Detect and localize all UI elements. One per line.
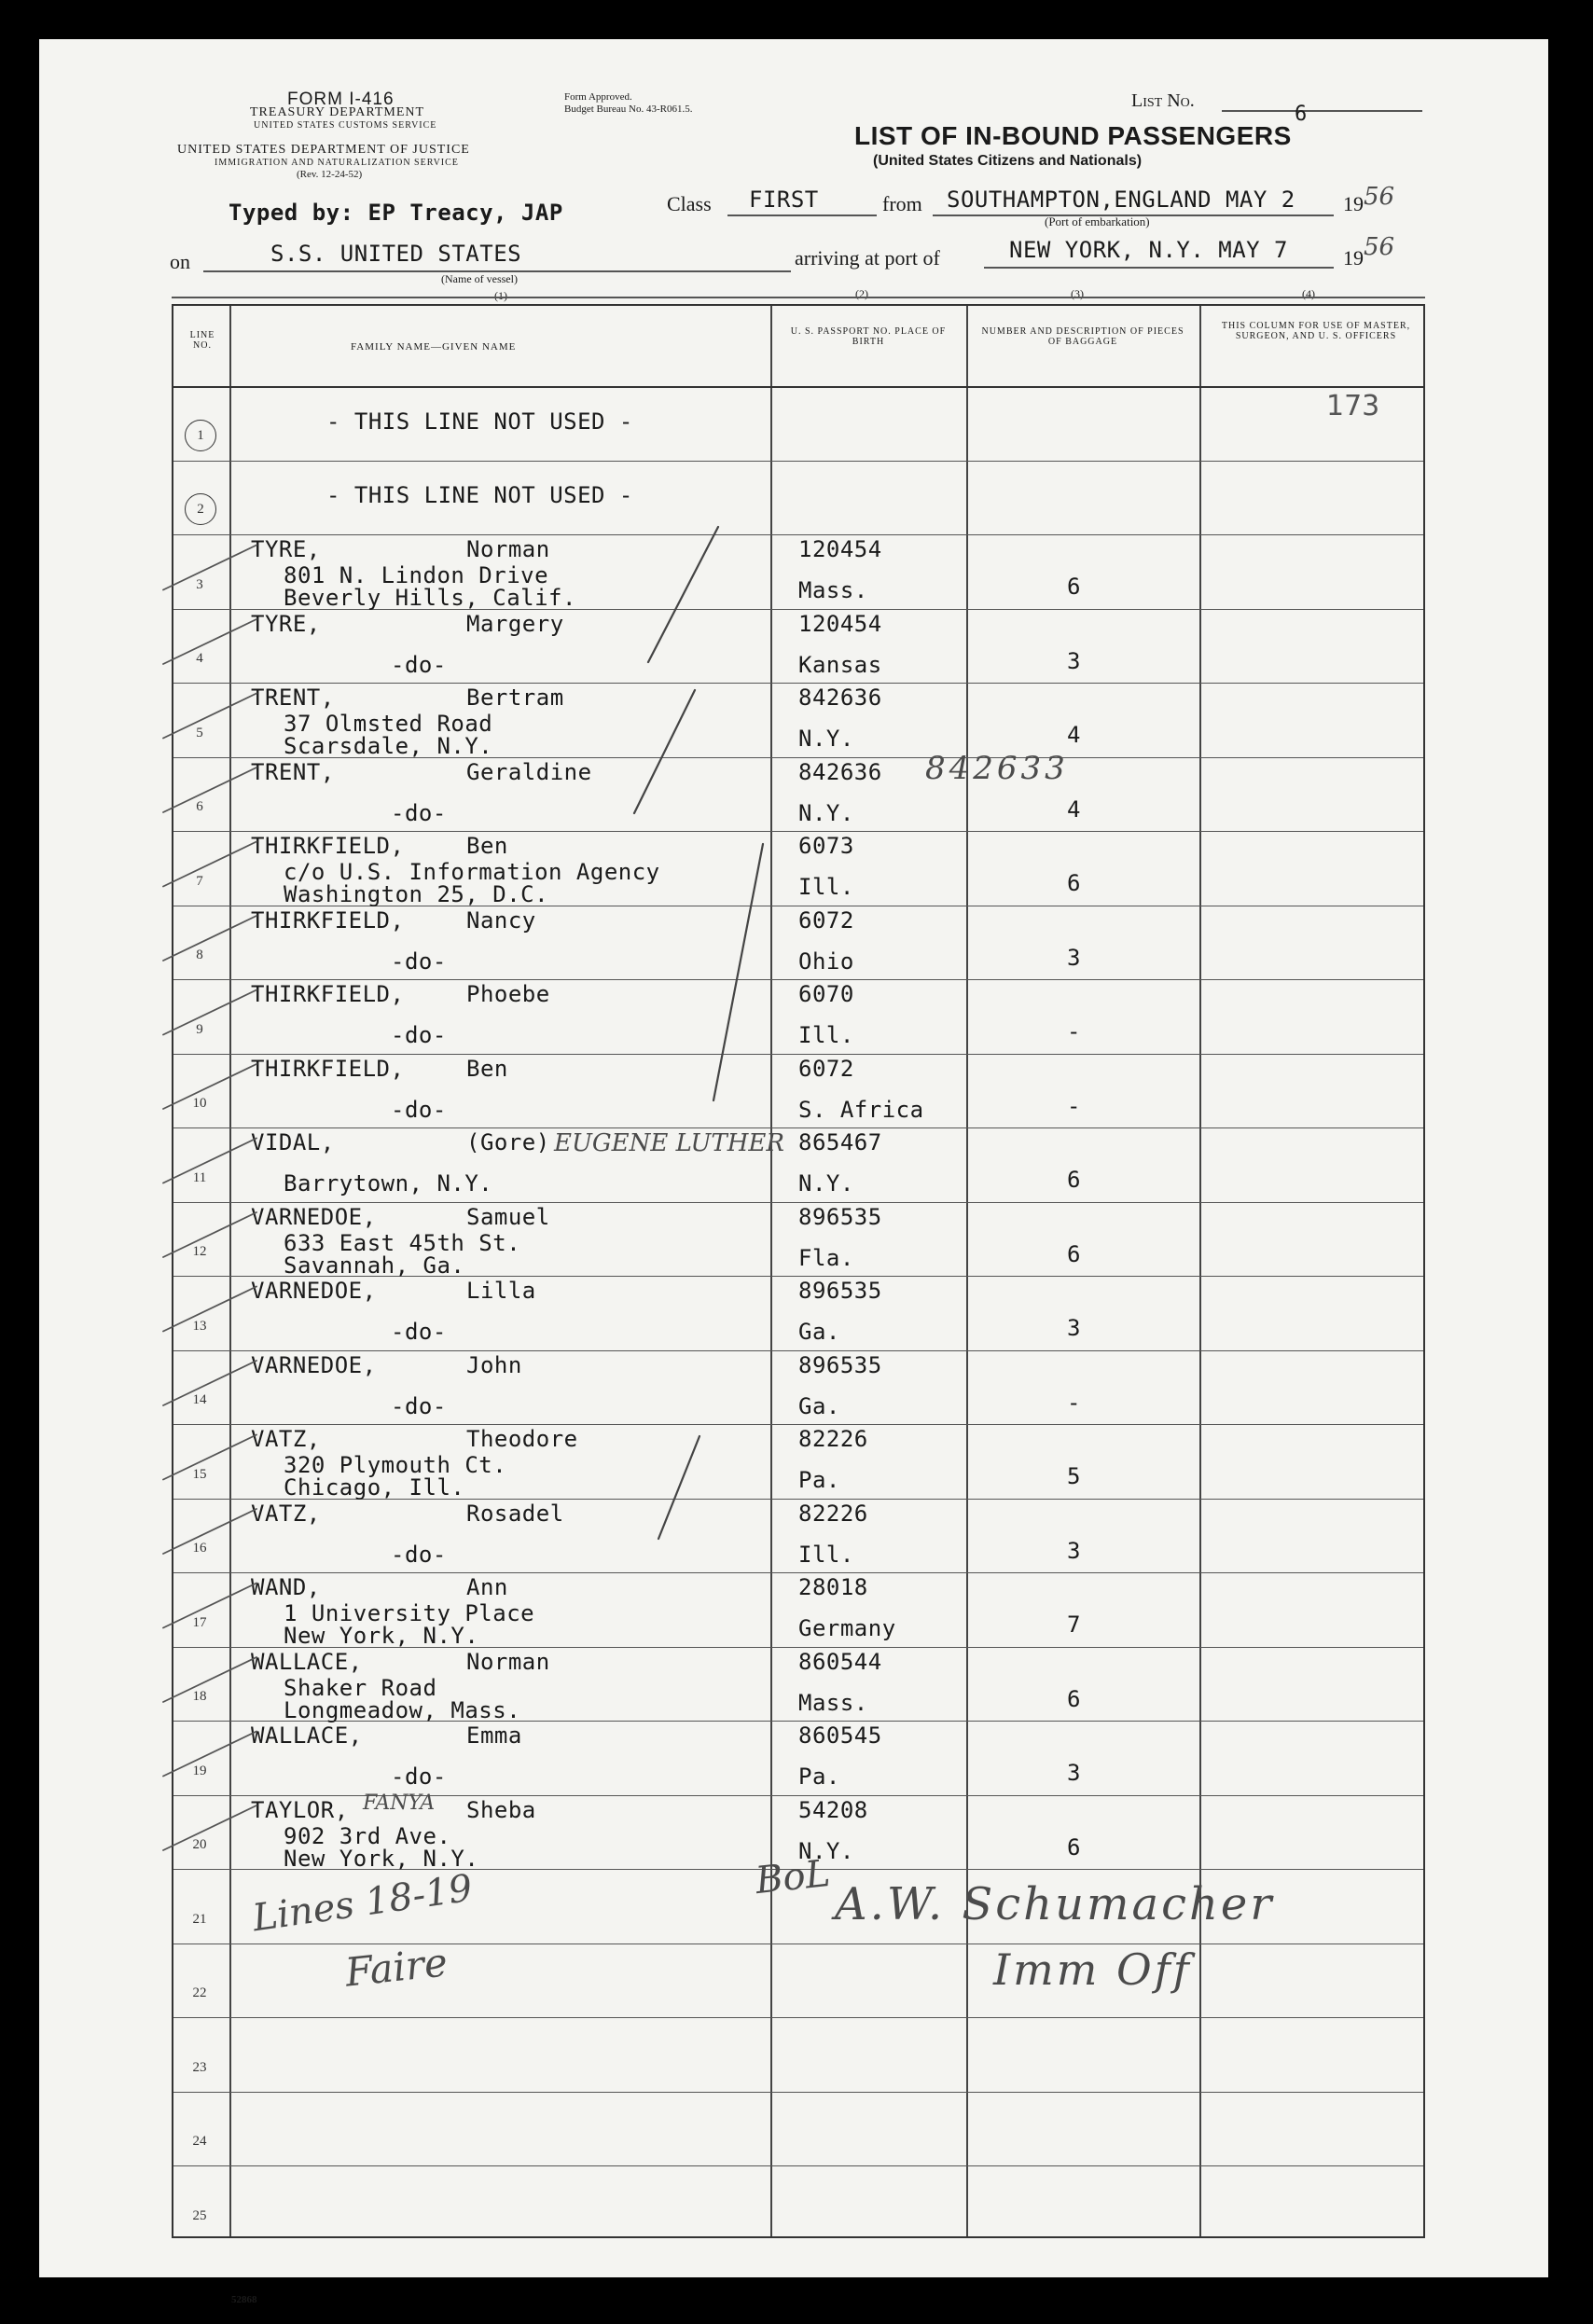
ditto-mark: -do- xyxy=(391,1319,447,1345)
passport-number: 896535 xyxy=(798,1278,882,1304)
line-number: 10 xyxy=(192,1096,207,1111)
passport-number: 896535 xyxy=(798,1203,882,1230)
line-number: 12 xyxy=(192,1244,207,1259)
baggage-count: - xyxy=(1067,1092,1081,1119)
given-name: Ben xyxy=(466,833,508,859)
line-number: 4 xyxy=(196,651,203,666)
place-of-birth: Pa. xyxy=(798,1764,840,1790)
officer-signature: A.W. Schumacher xyxy=(835,1878,1275,1930)
line-number: 24 xyxy=(192,2134,207,2149)
ditto-mark: -do- xyxy=(391,1096,447,1123)
check-tick xyxy=(163,768,256,812)
place-of-birth: Ill. xyxy=(798,1541,854,1568)
line-number: 25 xyxy=(192,2207,207,2223)
from-value: SOUTHAMPTON,ENGLAND MAY 2 xyxy=(947,187,1295,213)
baggage-count: 3 xyxy=(1067,1537,1081,1564)
place-of-birth: Pa. xyxy=(798,1467,840,1493)
address-line-1: 320 Plymouth Ct. xyxy=(284,1452,507,1478)
family-name: THIRKFIELD, xyxy=(251,906,405,934)
list-no-value: 6 xyxy=(1295,103,1308,126)
line-number: 21 xyxy=(192,1911,207,1927)
passport-number: 896535 xyxy=(798,1351,882,1378)
check-tick xyxy=(163,1064,256,1109)
family-name: TRENT, xyxy=(251,685,335,711)
passport-number: 860544 xyxy=(798,1648,882,1675)
given-name: Bertram xyxy=(466,685,564,711)
check-tick xyxy=(163,1509,256,1554)
line-number: 17 xyxy=(192,1614,207,1630)
baggage-count: 4 xyxy=(1067,795,1081,823)
baggage-count: 5 xyxy=(1067,1463,1081,1489)
from-year-print: 19 xyxy=(1343,192,1364,215)
handwritten-faire: Faire xyxy=(342,1939,450,1996)
family-name: TYRE, xyxy=(251,536,321,562)
check-tick xyxy=(163,546,256,590)
treasury-dept: TREASURY DEPARTMENT xyxy=(250,105,425,119)
on-label: on xyxy=(170,250,190,273)
family-name: TYRE, xyxy=(251,610,321,637)
place-of-birth: Fla. xyxy=(798,1244,854,1271)
check-tick xyxy=(163,1212,256,1257)
passport-number: 120454 xyxy=(798,536,882,562)
revision-date: (Rev. 12-24-52) xyxy=(297,169,363,180)
check-tick xyxy=(163,1657,256,1702)
place-of-birth: N.Y. xyxy=(798,1170,854,1197)
address-line-1: 801 N. Lindon Drive xyxy=(284,562,549,588)
address-line-1: 633 East 45th St. xyxy=(284,1229,521,1256)
passport-number: 842636 xyxy=(798,758,882,785)
port-embark-caption: (Port of embarkation) xyxy=(1045,214,1150,228)
passport-number: 6072 xyxy=(798,1055,854,1082)
arriving-label: arriving at port of xyxy=(795,246,940,270)
arriving-value: NEW YORK, N.Y. MAY 7 xyxy=(1009,237,1288,263)
passport-number: 6072 xyxy=(798,906,854,934)
baggage-count: - xyxy=(1067,1389,1081,1416)
line-number: 8 xyxy=(196,948,203,962)
given-name: Lilla xyxy=(466,1278,536,1304)
form-number: FORM I-416 xyxy=(287,90,395,109)
col-number-2: (2) xyxy=(855,287,868,300)
class-label: Class xyxy=(667,192,712,215)
baggage-count: 7 xyxy=(1067,1612,1081,1638)
typed-by: Typed by: EP Treacy, JAP xyxy=(229,200,563,226)
address-line-2: Longmeadow, Mass. xyxy=(284,1696,521,1723)
line-number: 19 xyxy=(192,1763,207,1778)
passport-number: 865467 xyxy=(798,1129,882,1155)
given-name-handwritten: EUGENE LUTHER xyxy=(554,1129,784,1157)
check-tick xyxy=(163,990,256,1035)
line-number: 15 xyxy=(192,1466,207,1482)
handwritten-lines-note: Lines 18-19 xyxy=(249,1866,476,1941)
ditto-mark: -do- xyxy=(391,1541,447,1568)
baggage-count: 3 xyxy=(1067,1315,1081,1341)
passport-number: 842636 xyxy=(798,685,882,711)
place-of-birth: N.Y. xyxy=(798,799,854,826)
place-of-birth: Mass. xyxy=(798,1689,868,1716)
passport-number: 54208 xyxy=(798,1796,868,1823)
check-tick xyxy=(163,1732,256,1777)
address-line-2: Savannah, Ga. xyxy=(284,1252,465,1279)
family-name: VATZ, xyxy=(251,1426,321,1452)
place-of-birth: N.Y. xyxy=(798,1837,854,1864)
address-line-1: Shaker Road xyxy=(284,1674,437,1701)
unused-line-text: - THIS LINE NOT USED - xyxy=(326,482,633,508)
place-of-birth: Ill. xyxy=(798,874,854,900)
footer-code: 52868 xyxy=(231,2294,257,2305)
check-tick xyxy=(163,916,256,961)
line-number: 13 xyxy=(192,1318,207,1334)
baggage-count: 6 xyxy=(1067,574,1081,600)
arriving-year-hand: 56 xyxy=(1364,233,1395,261)
class-value: FIRST xyxy=(749,187,819,213)
given-name: Norman xyxy=(466,536,550,562)
baggage-count: 3 xyxy=(1067,1760,1081,1786)
place-of-birth: Germany xyxy=(798,1615,896,1641)
given-name: Ann xyxy=(466,1574,508,1600)
family-name: WALLACE, xyxy=(251,1648,363,1675)
family-name: VARNEDOE, xyxy=(251,1278,377,1304)
family-name: THIRKFIELD, xyxy=(251,981,405,1007)
check-tick xyxy=(163,842,256,887)
line-number: 11 xyxy=(192,1169,207,1185)
baggage-count: 6 xyxy=(1067,1833,1081,1861)
place-of-birth: Kansas xyxy=(798,651,882,678)
form-title: LIST OF IN-BOUND PASSENGERS xyxy=(854,121,1292,150)
family-name: TAYLOR, xyxy=(251,1796,349,1823)
given-name: Rosadel xyxy=(466,1500,564,1527)
address-line-2: Washington 25, D.C. xyxy=(284,881,549,907)
given-name: (Gore) xyxy=(466,1129,550,1155)
family-name: VARNEDOE, xyxy=(251,1351,377,1378)
family-name: VARNEDOE, xyxy=(251,1203,377,1230)
family-name: THIRKFIELD, xyxy=(251,1055,405,1082)
col-number-1: (1) xyxy=(494,289,507,302)
line-number: 16 xyxy=(192,1541,207,1556)
form-subtitle: (United States Citizens and Nationals) xyxy=(873,153,1143,169)
line-number: 20 xyxy=(192,1837,207,1852)
passport-number: 82226 xyxy=(798,1500,868,1527)
col-head-name: FAMILY NAME—GIVEN NAME xyxy=(351,341,517,353)
ins-service: IMMIGRATION AND NATURALIZATION SERVICE xyxy=(215,158,459,168)
family-name: VATZ, xyxy=(251,1500,321,1527)
family-name: WAND, xyxy=(251,1574,321,1600)
place-of-birth: Ga. xyxy=(798,1392,840,1419)
vessel-name: S.S. UNITED STATES xyxy=(270,241,522,267)
col-head-passport: U. S. PASSPORT NO. PLACE OF BIRTH xyxy=(790,326,947,347)
place-of-birth: Mass. xyxy=(798,577,868,603)
place-of-birth: N.Y. xyxy=(798,726,854,752)
address-line-2: Beverly Hills, Calif. xyxy=(284,585,576,611)
address-line-1: 37 Olmsted Road xyxy=(284,711,493,737)
line-number: 9 xyxy=(196,1021,203,1037)
given-name: Margery xyxy=(466,610,564,637)
place-of-birth: Ohio xyxy=(798,948,854,975)
customs-service: UNITED STATES CUSTOMS SERVICE xyxy=(254,120,437,131)
line-number: 2 xyxy=(185,493,216,525)
line-number: 18 xyxy=(192,1689,207,1704)
ditto-mark: -do- xyxy=(391,651,447,678)
justice-dept: UNITED STATES DEPARTMENT OF JUSTICE xyxy=(177,143,470,157)
line-number: 5 xyxy=(196,725,203,740)
family-name: THIRKFIELD, xyxy=(251,833,405,859)
officer-title: Imm Off xyxy=(993,1944,1192,1995)
given-name: Nancy xyxy=(466,906,536,934)
vessel-caption: (Name of vessel) xyxy=(441,272,518,285)
ditto-mark: -do- xyxy=(391,948,447,975)
place-of-birth: S. Africa xyxy=(798,1096,924,1123)
line-number: 14 xyxy=(192,1392,207,1407)
check-tick xyxy=(163,1139,256,1183)
check-tick xyxy=(163,1805,256,1850)
address-line-2: New York, N.Y. xyxy=(284,1845,479,1872)
baggage-count: 3 xyxy=(1067,944,1081,971)
given-name: John xyxy=(466,1351,522,1378)
baggage-count: 3 xyxy=(1067,647,1081,674)
passport-number: 860545 xyxy=(798,1722,882,1749)
place-of-birth: Ga. xyxy=(798,1319,840,1345)
col-head-baggage: NUMBER AND DESCRIPTION OF PIECES OF BAGGAGE xyxy=(981,326,1184,347)
ditto-mark: -do- xyxy=(391,1392,447,1419)
baggage-count: 6 xyxy=(1067,870,1081,896)
officer-column-number: 173 xyxy=(1326,390,1380,422)
given-name: Geraldine xyxy=(466,758,592,785)
address-line-1: c/o U.S. Information Agency xyxy=(284,859,660,885)
check-tick xyxy=(163,694,256,739)
from-label: from xyxy=(882,192,922,215)
line-number: 6 xyxy=(196,799,203,814)
ditto-mark: -do- xyxy=(391,799,447,826)
address-line-2: New York, N.Y. xyxy=(284,1623,479,1649)
col-number-3: (3) xyxy=(1071,287,1084,300)
given-name: Ben xyxy=(466,1055,508,1082)
handwritten-bol: BoL xyxy=(753,1851,833,1903)
given-name: Sheba xyxy=(466,1796,536,1823)
passport-number: 82226 xyxy=(798,1426,868,1452)
passport-correction: 842633 xyxy=(925,749,1069,787)
passport-number: 6073 xyxy=(798,833,854,859)
address-line-1: 902 3rd Ave. xyxy=(284,1822,451,1849)
baggage-count: 4 xyxy=(1067,722,1081,748)
address-line-2: Chicago, Ill. xyxy=(284,1474,465,1501)
family-name: VIDAL, xyxy=(251,1129,335,1155)
baggage-count: 6 xyxy=(1067,1240,1081,1267)
line-number: 3 xyxy=(196,576,203,592)
baggage-count: 6 xyxy=(1067,1167,1081,1193)
address-line-1: 1 University Place xyxy=(284,1600,535,1626)
check-tick xyxy=(163,1287,256,1332)
line-number: 7 xyxy=(196,873,203,889)
passport-number: 120454 xyxy=(798,610,882,637)
baggage-count: 6 xyxy=(1067,1685,1081,1712)
form-approved: Form Approved. xyxy=(564,91,632,103)
given-name: Emma xyxy=(466,1722,522,1749)
place-of-birth: Ill. xyxy=(798,1022,854,1048)
col-number-4: (4) xyxy=(1302,287,1315,300)
family-name: TRENT, xyxy=(251,758,335,785)
ditto-mark: -do- xyxy=(391,1764,447,1790)
check-tick xyxy=(163,1361,256,1405)
baggage-count: - xyxy=(1067,1018,1081,1044)
col-head-line-no: LINE NO. xyxy=(189,330,215,351)
list-no-label: List No. xyxy=(1131,90,1195,111)
col-head-officers: THIS COLUMN FOR USE OF MASTER, SURGEON, AND U. S. OFFICERS xyxy=(1221,321,1411,341)
address-line-2: Scarsdale, N.Y. xyxy=(284,733,493,759)
arriving-year-print: 19 xyxy=(1343,246,1364,270)
family-name-handwritten: FANYA xyxy=(363,1791,436,1815)
given-name: Samuel xyxy=(466,1203,550,1230)
from-year-hand: 56 xyxy=(1364,183,1395,211)
given-name: Theodore xyxy=(466,1426,578,1452)
given-name: Norman xyxy=(466,1648,550,1675)
budget-number: Budget Bureau No. 43-R061.5. xyxy=(564,104,693,115)
line-number: 1 xyxy=(185,420,216,451)
line-number: 22 xyxy=(192,1985,207,2000)
line-number: 23 xyxy=(192,2059,207,2075)
check-tick xyxy=(163,619,256,664)
check-tick xyxy=(163,1435,256,1480)
ditto-mark: -do- xyxy=(391,1022,447,1048)
given-name: Phoebe xyxy=(466,981,550,1007)
unused-line-text: - THIS LINE NOT USED - xyxy=(326,408,633,435)
passport-number: 6070 xyxy=(798,981,854,1007)
family-name: WALLACE, xyxy=(251,1722,363,1749)
passport-number: 28018 xyxy=(798,1574,868,1600)
check-tick xyxy=(163,1584,256,1628)
address-line-2: Barrytown, N.Y. xyxy=(284,1170,493,1197)
